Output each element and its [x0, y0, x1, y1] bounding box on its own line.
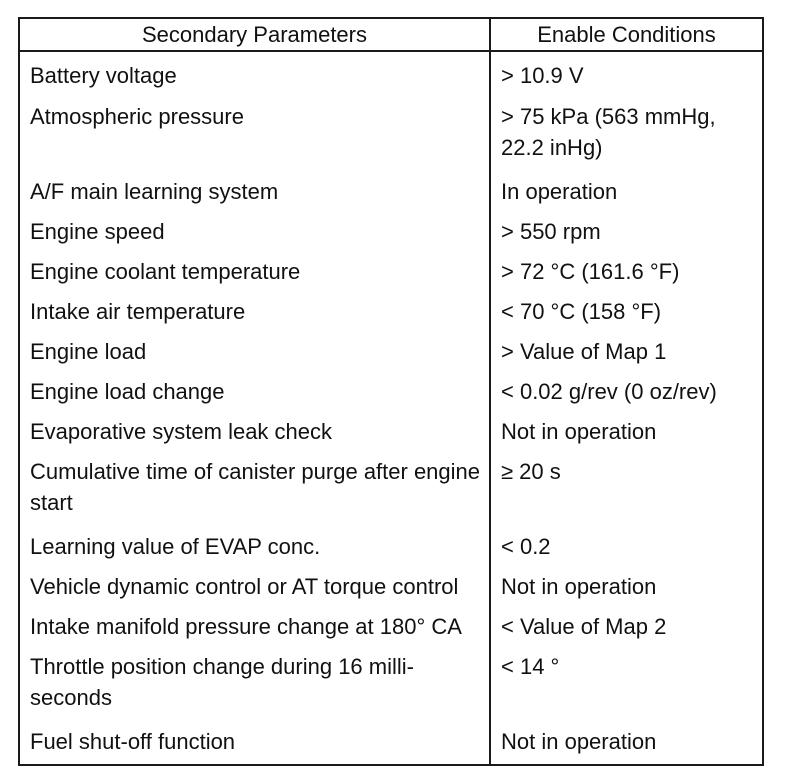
table-row [20, 609, 762, 649]
table-row [20, 529, 762, 569]
condition-cell: In operation [501, 179, 618, 205]
condition-cell: < 0.02 g/rev (0 oz/rev) [501, 378, 717, 404]
table-row [20, 334, 762, 374]
header-secondary-parameters: Secondary Parameters [20, 19, 490, 51]
parameter-cell: Engine load [20, 334, 490, 374]
table-row [20, 99, 762, 174]
table-row [20, 569, 762, 609]
enable-conditions-table [18, 17, 764, 766]
parameter-cell: Evaporative system leak check [20, 414, 490, 454]
condition-cell: ≥ 20 s [501, 458, 561, 484]
condition-cell: > Value of Map 1 [501, 338, 667, 364]
parameter-cell: Vehicle dynamic control or AT torque control [20, 569, 490, 609]
table-row [20, 51, 762, 99]
parameter-cell: Learning value of EVAP conc. [20, 529, 490, 569]
condition-cell: < Value of Map 2 [501, 613, 667, 639]
condition-cell: > 72 °C (161.6 °F) [501, 259, 680, 285]
condition-cell: < 0.2 [501, 533, 551, 559]
parameter-cell: A/F main learning system [20, 174, 490, 214]
header-row [20, 19, 762, 51]
table-row [20, 254, 762, 294]
table-row [20, 174, 762, 214]
condition-cell: < 14 ° [501, 653, 560, 679]
condition-cell: Not in operation [501, 728, 657, 754]
parameter-cell: Fuel shut-off function [20, 724, 490, 764]
parameter-cell: Cumulative time of canister purge after engine start [20, 454, 490, 529]
condition-cell: Not in operation [501, 418, 657, 444]
parameter-cell: Engine speed [20, 214, 490, 254]
table-row [20, 414, 762, 454]
table-row [20, 294, 762, 334]
parameter-cell: Battery voltage [20, 51, 490, 99]
condition-cell: < 70 °C (158 °F) [501, 298, 662, 324]
condition-cell: > 550 rpm [501, 219, 601, 245]
table-row [20, 724, 762, 764]
table-row [20, 374, 762, 414]
condition-cell: Not in operation [501, 573, 657, 599]
header-enable-conditions: Enable Conditions [490, 19, 762, 51]
parameter-cell: Intake air temperature [20, 294, 490, 334]
parameters-table [20, 19, 762, 764]
parameter-cell: Engine coolant temperature [20, 254, 490, 294]
parameter-cell: Throttle position change during 16 milli-seconds [20, 649, 490, 724]
table-row [20, 649, 762, 724]
condition-cell: > 75 kPa (563 mmHg, 22.2 inHg) [501, 103, 716, 160]
table-row [20, 454, 762, 529]
parameter-cell: Intake manifold pressure change at 180° CA [20, 609, 490, 649]
parameter-cell: Atmospheric pressure [20, 99, 490, 174]
parameter-cell: Engine load change [20, 374, 490, 414]
table-row [20, 214, 762, 254]
condition-cell: > 10.9 V [501, 63, 584, 88]
